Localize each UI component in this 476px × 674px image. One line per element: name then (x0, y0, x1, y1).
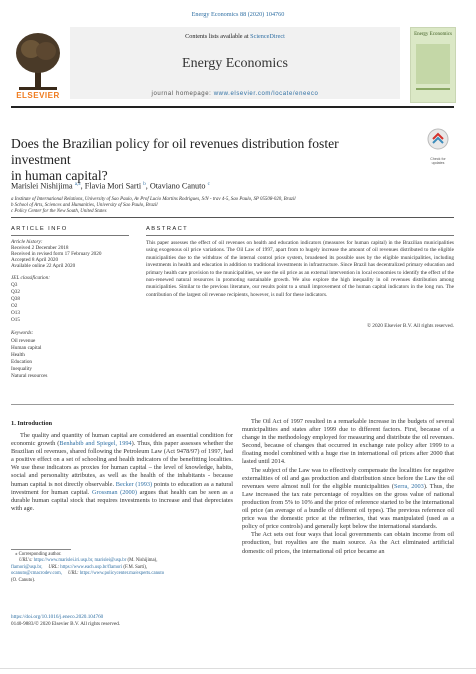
abstract-copyright: © 2020 Elsevier B.V. All rights reserved. (366, 323, 454, 329)
body-left-column (11, 432, 233, 513)
homepage-link[interactable]: www.elsevier.com/locate/eneeco (213, 91, 319, 97)
journal-citation[interactable]: Energy Economics 88 (2020) 104760 (191, 11, 285, 18)
intro-paragraph (11, 432, 233, 513)
introduction-heading: 1. Introduction (11, 420, 53, 427)
author-3-affiliation-mark[interactable]: c (207, 182, 210, 187)
author-2-affiliation-mark[interactable]: b (143, 182, 146, 187)
url-owner: (F.M. Sarti), (122, 564, 147, 570)
citation-link[interactable]: Benhabib and Spiegel, 1994 (59, 440, 132, 448)
author-url-link[interactable]: https://www.policycenter.ma/experts.canuto (79, 571, 165, 577)
text-run: The subject of the Law was to effectively compensate the localities for negative externalities of oil and gas production and distribution since before the Law the oil revenues were almost null for the eligible municipalities ( (242, 466, 454, 490)
jel-code: O2 (11, 303, 18, 309)
url-owner: (M. Nishijima), (126, 558, 158, 564)
cover-title: Energy Economics (414, 32, 452, 37)
url-owner: (O. Canuto). (11, 577, 36, 583)
body-paragraph (242, 467, 454, 532)
jel-code: O13 (11, 310, 20, 316)
crossmark-button[interactable] (424, 128, 452, 165)
jel-label: JEL classification: (11, 275, 50, 281)
article-title-line1: Does the Brazilian policy for oil revenues distribution foster investment (11, 136, 339, 167)
elsevier-logo (11, 27, 65, 103)
affiliation-b: b School of Arts, Sciences and Humanities, University of Sao Paulo, Brazil (11, 203, 158, 208)
abstract-heading: ABSTRACT (146, 226, 189, 232)
cover-image (416, 44, 450, 84)
journal-homepage (70, 91, 400, 97)
email-link[interactable]: ocanuto@cmacrodev.com, (11, 571, 62, 577)
abstract-text: This paper assesses the effect of oil revenues on health and education indicators (measures for human capital) in the Brazilian municipalities using exogenous oil price variations. The Oil Law of 1997, apart from to hugely increase the amount of oil revenues distributed to the eligible municipalities due to the withdraw of the internal control price system, broadened its possible uses by the eligible municipalities, including investments in health and education in addition to traditional investments in infrastructure. Since Brazil has decentralized primary education and primary health care provision to the municipalities, we use the oil price as an external intervention in local economies to identify the effect of the non-renewed natural resources in promoting sustainable growth. We also explore the high inequality in oil revenues distribution among municipalities. Similar to the previous literature, our results point to a small improvement of the human capital indicators in the long run. The contribution of the largest oil revenue recipients, however, is null for these indicators. (146, 240, 454, 298)
corresponding-author-note: ⁎ Corresponding author. (15, 552, 62, 557)
sciencedirect-link[interactable]: ScienceDirect (250, 33, 285, 40)
crossmark-icon (424, 128, 452, 152)
journal-title[interactable]: Energy Economics (182, 56, 288, 71)
body-paragraph: The Act sets out four ways that local governments can obtain income from oil production, but royalties are the main source. As the Act eliminated artificial domestic oil prices, the international oil price became an (242, 531, 454, 555)
footnote-rule (11, 549, 71, 550)
affiliation-c: c Policy Center for the New South, United States (11, 209, 107, 214)
author-2[interactable]: , Flavia Mori Sarti (80, 181, 144, 191)
abstract-rule (146, 235, 454, 236)
email-link[interactable]: flamori@usp.br, (11, 564, 43, 570)
jel-code: O15 (11, 317, 20, 323)
author-url-link[interactable]: https://www.each.usp.br/flamori (60, 564, 123, 570)
citation-link[interactable]: Serra, 2003 (393, 482, 424, 490)
header-rule (11, 106, 454, 108)
text-run: argues that health can be seen as a durable human capital stock that requires investments to increase and that depreciates with age. (11, 488, 234, 512)
author-list (11, 181, 210, 191)
article-title-line2: in human capital? (11, 168, 108, 183)
article-info-heading: ARTICLE INFO (11, 226, 68, 232)
history-label: Article history: (11, 239, 43, 245)
article-title (11, 136, 401, 184)
text-run: The quality and quantity of human capital are considered an essential condition for economic growth ( (11, 432, 233, 448)
journal-cover-thumbnail[interactable] (410, 27, 456, 103)
contents-availability (70, 33, 400, 40)
history-received: Received 2 December 2018 (11, 245, 69, 251)
author-1-affiliation-mark[interactable]: a,⁎ (74, 182, 81, 187)
body-right-column (242, 418, 454, 556)
text-run: ). Thus, the Law increased the tax rate percentage of royalties on the gross value of national production from 5% to 10% and the price of reference started to be the international oil price (an average of a bundle of different oil types). The previous reference oil price was the domestic price at the refineries, that was manipulated (used as a policy of price controls) and generally kept below the international standards. (242, 482, 454, 531)
citation-link[interactable]: Becker (1993) (115, 480, 153, 488)
author-1[interactable]: Marislei Nishijima (11, 181, 75, 191)
url-label: URL: (68, 571, 79, 577)
article-info-rule (11, 235, 129, 236)
rights-statement: 0140-9883/© 2020 Elsevier B.V. All rights reserved. (11, 621, 121, 627)
url-label: URL: (48, 564, 60, 570)
author-url-link[interactable]: https://www.marislei.iri.usp.br, marislei@usp.br (33, 558, 127, 564)
text-run: ). Thus, this paper assesses whether the Brazilian oil revenues, shared following the Petroleum Law (Act 9478/97) of 1997, had a positive effect on a set of schooling and health indicators of the benefitting localities. We use these indicators as proxies for human capital – the level of knowledge, habits, social and personality attributes, as well as the health of the inhabitants - because human capital is not directly observable. (11, 440, 233, 488)
page-footer-line (0, 668, 476, 669)
body-paragraph: The Oil Act of 1997 resulted in a remarkable increase in the budgets of several municipalities and states after 1999 due to different factors. First, because of a change in the methodology employed for measuring and distribute the oil revenues. Second, because of changes that occurred in exchange rate policy after 1999 to a floating model combined with a huge rise in international oil prices after 2000 that lasted until 2014. (242, 418, 454, 466)
homepage-prefix: journal homepage: (151, 91, 214, 97)
front-matter-rule (11, 404, 454, 405)
text-run: points to education as a natural investment for human capital. (11, 480, 233, 496)
jel-code: Q3 (11, 282, 18, 288)
affiliation-a: a Institute of International Relations, University of Sao Paulo, Av Prof Lucio Martins Rodrigues, S/N - trav 4-5, Sao Paulo, SP 05508-020, Brazil (11, 197, 296, 202)
crossmark-label: Check for updates (430, 157, 446, 165)
keyword: Natural resources (11, 373, 48, 379)
contents-prefix: Contents lists available at (185, 33, 251, 40)
keyword: Oil revenue (11, 338, 36, 344)
author-3[interactable]: , Otaviano Canuto (145, 181, 208, 191)
footnotes (11, 552, 233, 584)
jel-code: Q32 (11, 289, 20, 295)
history-accepted: Accepted 8 April 2020 (11, 257, 59, 263)
jel-code: Q38 (11, 296, 20, 302)
keyword: Human capital (11, 345, 42, 351)
publisher-name: ELSEVIER (16, 91, 60, 100)
urls-label: URL's: (19, 558, 33, 564)
keywords-label: Keywords: (11, 330, 34, 336)
doi-link[interactable]: https://doi.org/10.1016/j.eneco.2020.104760 (11, 614, 104, 620)
keyword: Education (11, 359, 33, 365)
keyword: Inequality (11, 366, 33, 372)
history-revised: Received in revised form 17 February 2020 (11, 251, 102, 257)
history-online: Available online 22 April 2020 (11, 263, 76, 269)
citation-link[interactable]: Grossman (2000) (91, 488, 137, 496)
keyword: Health (11, 352, 25, 358)
title-rule (11, 217, 454, 218)
cover-stripe (416, 88, 450, 90)
